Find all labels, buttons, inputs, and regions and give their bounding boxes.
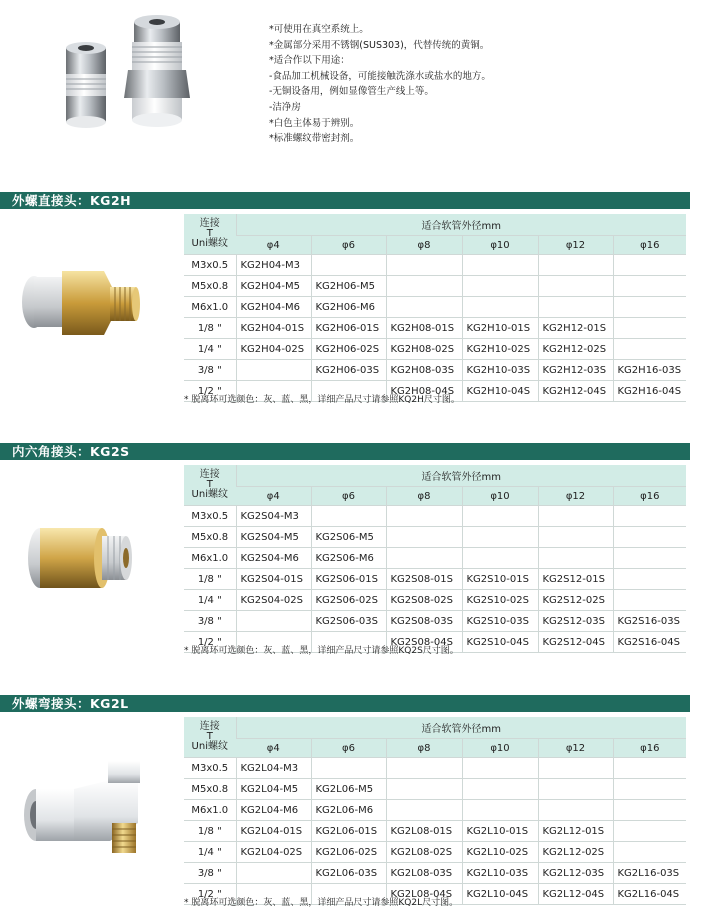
feature-line: *可使用在真空系统上。 xyxy=(269,24,369,35)
thread-size: M6x1.0 xyxy=(184,548,236,569)
part-number: KG2H06-M5 xyxy=(311,276,386,297)
thread-size: 1/4 " xyxy=(184,842,236,863)
size-header: φ10 xyxy=(462,236,538,255)
part-number xyxy=(613,590,686,611)
thread-size: M3x0.5 xyxy=(184,506,236,527)
part-number xyxy=(538,548,613,569)
size-header: φ10 xyxy=(462,739,538,758)
part-number xyxy=(386,276,462,297)
thread-size: 3/8 " xyxy=(184,863,236,884)
part-number xyxy=(462,758,538,779)
size-header-row xyxy=(184,236,686,255)
part-number xyxy=(462,506,538,527)
section-title: 外螺弯接头：KG2L xyxy=(0,695,690,712)
section-kg2h xyxy=(0,192,690,410)
tube-od-header: 适合软管外径mm xyxy=(236,465,686,487)
thread-column-header xyxy=(184,214,236,255)
table-row xyxy=(184,800,686,821)
part-number xyxy=(538,255,613,276)
part-number xyxy=(538,758,613,779)
part-number xyxy=(462,548,538,569)
thread-size: 1/8 " xyxy=(184,569,236,590)
part-number xyxy=(613,297,686,318)
part-number: KG2H12-04S xyxy=(538,381,613,402)
part-number: KG2S06-M5 xyxy=(311,527,386,548)
part-number: KG2H04-M3 xyxy=(236,255,311,276)
corner-label: 连接 xyxy=(199,721,220,732)
table-row xyxy=(184,527,686,548)
section-note: * 脱离环可选颜色：灰、蓝、黑，详细产品尺寸请参照KQ2L尺寸图。 xyxy=(184,898,459,908)
part-number: KG2S10-03S xyxy=(462,611,538,632)
part-number: KG2L04-01S xyxy=(236,821,311,842)
table-row xyxy=(184,863,686,884)
tube-od-header: 适合软管外径mm xyxy=(236,214,686,236)
part-number: KG2H06-01S xyxy=(311,318,386,339)
part-number xyxy=(462,527,538,548)
corner-label: 连接 xyxy=(199,218,220,229)
thread-size: M6x1.0 xyxy=(184,297,236,318)
part-number: KG2H06-03S xyxy=(311,360,386,381)
section-kg2l xyxy=(0,695,690,913)
table-header-row xyxy=(184,465,686,487)
part-number: KG2H12-03S xyxy=(538,360,613,381)
corner-label: T xyxy=(206,228,213,239)
tube-od-header: 适合软管外径mm xyxy=(236,717,686,739)
thread-size: M5x0.8 xyxy=(184,276,236,297)
spec-table xyxy=(184,214,686,402)
size-header: φ6 xyxy=(311,487,386,506)
section-title: 外螺直接头：KG2H xyxy=(0,192,690,209)
part-number: KG2S12-04S xyxy=(538,632,613,653)
part-number xyxy=(236,360,311,381)
part-number: KG2L12-04S xyxy=(538,884,613,905)
part-number xyxy=(613,548,686,569)
size-header: φ16 xyxy=(613,236,686,255)
part-number: KG2H08-01S xyxy=(386,318,462,339)
part-number: KG2S04-M3 xyxy=(236,506,311,527)
part-number: KG2H12-01S xyxy=(538,318,613,339)
part-number: KG2H10-03S xyxy=(462,360,538,381)
part-number: KG2L12-02S xyxy=(538,842,613,863)
section-title: 内六角接头：KG2S xyxy=(0,443,690,460)
table-row xyxy=(184,339,686,360)
size-header: φ16 xyxy=(613,487,686,506)
part-number xyxy=(613,318,686,339)
part-number xyxy=(462,255,538,276)
part-number: KG2H16-03S xyxy=(613,360,686,381)
kg2h-fitting-photo xyxy=(16,257,146,367)
part-number xyxy=(538,297,613,318)
feature-line: *金属部分采用不锈钢(SUS303)，代替传统的黄铜。 xyxy=(269,39,490,51)
part-number: KG2S04-01S xyxy=(236,569,311,590)
part-number xyxy=(613,800,686,821)
table-row xyxy=(184,611,686,632)
part-number: KG2S08-02S xyxy=(386,590,462,611)
size-header: φ4 xyxy=(236,487,311,506)
part-number xyxy=(311,758,386,779)
part-number xyxy=(462,297,538,318)
part-number xyxy=(311,506,386,527)
part-number xyxy=(613,821,686,842)
thread-size: 1/2 " xyxy=(184,381,236,402)
part-number: KG2L04-M6 xyxy=(236,800,311,821)
part-number: KG2S08-04S xyxy=(386,632,462,653)
part-number xyxy=(613,255,686,276)
part-number: KG2S16-04S xyxy=(613,632,686,653)
part-number: KG2H12-02S xyxy=(538,339,613,360)
part-number: KG2H04-02S xyxy=(236,339,311,360)
feature-line: -洁净房 xyxy=(269,101,301,113)
part-number xyxy=(613,779,686,800)
section-note: * 脱离环可选颜色：灰、蓝、黑，详细产品尺寸请参照KQ2S尺寸图。 xyxy=(184,646,459,656)
size-header: φ12 xyxy=(538,236,613,255)
spec-table xyxy=(184,717,686,905)
size-header: φ4 xyxy=(236,739,311,758)
size-header: φ16 xyxy=(613,739,686,758)
thread-size: M6x1.0 xyxy=(184,800,236,821)
part-number: KG2S04-M6 xyxy=(236,548,311,569)
table-header-row xyxy=(184,214,686,236)
part-number xyxy=(311,255,386,276)
table-row xyxy=(184,255,686,276)
part-number xyxy=(462,779,538,800)
part-number xyxy=(386,779,462,800)
part-number: KG2L10-02S xyxy=(462,842,538,863)
table-row xyxy=(184,297,686,318)
thread-column-header xyxy=(184,717,236,758)
part-number xyxy=(236,863,311,884)
table-row xyxy=(184,360,686,381)
part-number: KG2S08-03S xyxy=(386,611,462,632)
part-number xyxy=(538,800,613,821)
size-header: φ8 xyxy=(386,236,462,255)
corner-label: T xyxy=(206,479,213,490)
part-number: KG2H06-02S xyxy=(311,339,386,360)
part-number: KG2L06-02S xyxy=(311,842,386,863)
part-number: KG2S04-02S xyxy=(236,590,311,611)
section-kg2s xyxy=(0,443,690,661)
table-row xyxy=(184,758,686,779)
part-number: KG2H10-04S xyxy=(462,381,538,402)
part-number: KG2H10-01S xyxy=(462,318,538,339)
feature-line: -食品加工机械设备，可能接触洗涤水或盐水的地方。 xyxy=(269,70,491,82)
kg2l-fitting-photo xyxy=(14,753,164,863)
table-row xyxy=(184,821,686,842)
part-number xyxy=(462,800,538,821)
size-header: φ6 xyxy=(311,236,386,255)
part-number: KG2L06-03S xyxy=(311,863,386,884)
part-number xyxy=(386,297,462,318)
part-number: KG2L12-01S xyxy=(538,821,613,842)
part-number: KG2S10-01S xyxy=(462,569,538,590)
thread-size: 1/2 " xyxy=(184,632,236,653)
part-number xyxy=(613,276,686,297)
part-number: KG2S12-03S xyxy=(538,611,613,632)
size-header: φ4 xyxy=(236,236,311,255)
size-header: φ12 xyxy=(538,487,613,506)
part-number: KG2L10-01S xyxy=(462,821,538,842)
part-number xyxy=(613,842,686,863)
table-row xyxy=(184,318,686,339)
part-number: KG2S10-04S xyxy=(462,632,538,653)
part-number: KG2S16-03S xyxy=(613,611,686,632)
part-number: KG2L12-03S xyxy=(538,863,613,884)
corner-label: 连接 xyxy=(199,469,220,480)
part-number xyxy=(386,800,462,821)
part-number xyxy=(386,548,462,569)
part-number: KG2L04-02S xyxy=(236,842,311,863)
feature-line: *白色主体易于辨别。 xyxy=(269,117,360,129)
part-number xyxy=(538,276,613,297)
part-number xyxy=(613,527,686,548)
thread-size: M3x0.5 xyxy=(184,255,236,276)
corner-label: T xyxy=(206,731,213,742)
kg2s-fitting-photo xyxy=(26,508,156,618)
table-row xyxy=(184,842,686,863)
part-number: KG2L08-01S xyxy=(386,821,462,842)
corner-label: Uni螺纹 xyxy=(191,238,228,249)
thread-size: 3/8 " xyxy=(184,360,236,381)
thread-size: 1/8 " xyxy=(184,821,236,842)
table-row xyxy=(184,569,686,590)
part-number xyxy=(386,758,462,779)
size-header: φ6 xyxy=(311,739,386,758)
part-number xyxy=(613,339,686,360)
size-header-row xyxy=(184,739,686,758)
size-header: φ8 xyxy=(386,739,462,758)
part-number xyxy=(386,255,462,276)
part-number: KG2H10-02S xyxy=(462,339,538,360)
thread-size: 1/8 " xyxy=(184,318,236,339)
part-number: KG2H08-04S xyxy=(386,381,462,402)
part-number: KG2H04-M5 xyxy=(236,276,311,297)
part-number: KG2L08-04S xyxy=(386,884,462,905)
size-header: φ8 xyxy=(386,487,462,506)
part-number: KG2L10-04S xyxy=(462,884,538,905)
part-number: KG2S06-02S xyxy=(311,590,386,611)
part-number xyxy=(538,506,613,527)
part-number xyxy=(538,779,613,800)
part-number: KG2S06-01S xyxy=(311,569,386,590)
part-number: KG2L16-04S xyxy=(613,884,686,905)
part-number: KG2H16-04S xyxy=(613,381,686,402)
part-number: KG2S08-01S xyxy=(386,569,462,590)
part-number: KG2L04-M5 xyxy=(236,779,311,800)
part-number: KG2S12-01S xyxy=(538,569,613,590)
part-number: KG2S04-M5 xyxy=(236,527,311,548)
size-header-row xyxy=(184,487,686,506)
size-header: φ12 xyxy=(538,739,613,758)
thread-size: 1/4 " xyxy=(184,339,236,360)
thread-column-header xyxy=(184,465,236,506)
part-number: KG2H04-M6 xyxy=(236,297,311,318)
part-number xyxy=(462,276,538,297)
thread-size: M5x0.8 xyxy=(184,779,236,800)
part-number: KG2H08-03S xyxy=(386,360,462,381)
part-number: KG2S06-M6 xyxy=(311,548,386,569)
feature-list xyxy=(269,22,491,147)
part-number: KG2S10-02S xyxy=(462,590,538,611)
spec-table xyxy=(184,465,686,653)
table-row xyxy=(184,506,686,527)
thread-size: M3x0.5 xyxy=(184,758,236,779)
part-number: KG2H04-01S xyxy=(236,318,311,339)
part-number xyxy=(613,569,686,590)
part-number: KG2H08-02S xyxy=(386,339,462,360)
corner-label: Uni螺纹 xyxy=(191,489,228,500)
part-number xyxy=(538,527,613,548)
part-number xyxy=(236,611,311,632)
table-row xyxy=(184,590,686,611)
table-row xyxy=(184,276,686,297)
table-row xyxy=(184,779,686,800)
part-number xyxy=(613,758,686,779)
stainless-fittings-photo xyxy=(52,10,207,135)
part-number xyxy=(386,506,462,527)
part-number: KG2S12-02S xyxy=(538,590,613,611)
thread-size: 1/4 " xyxy=(184,590,236,611)
part-number: KG2L16-03S xyxy=(613,863,686,884)
part-number: KG2L08-03S xyxy=(386,863,462,884)
feature-line: -无铜设备用，例如显像管生产线上等。 xyxy=(269,86,434,98)
part-number: KG2L10-03S xyxy=(462,863,538,884)
corner-label: Uni螺纹 xyxy=(191,741,228,752)
part-number: KG2L06-M6 xyxy=(311,800,386,821)
table-header-row xyxy=(184,717,686,739)
size-header: φ10 xyxy=(462,487,538,506)
part-number xyxy=(386,527,462,548)
feature-line: *标准螺纹带密封剂。 xyxy=(269,133,360,145)
part-number: KG2H06-M6 xyxy=(311,297,386,318)
thread-size: M5x0.8 xyxy=(184,527,236,548)
thread-size: 3/8 " xyxy=(184,611,236,632)
thread-size: 1/2 " xyxy=(184,884,236,905)
part-number: KG2L04-M3 xyxy=(236,758,311,779)
table-row xyxy=(184,548,686,569)
section-note: * 脱离环可选颜色：灰、蓝、黑，详细产品尺寸请参照KQ2H尺寸图。 xyxy=(184,395,460,405)
part-number: KG2L06-01S xyxy=(311,821,386,842)
part-number: KG2L08-02S xyxy=(386,842,462,863)
feature-line: *适合作以下用途： xyxy=(269,55,350,67)
part-number: KG2L06-M5 xyxy=(311,779,386,800)
part-number: KG2S06-03S xyxy=(311,611,386,632)
part-number xyxy=(613,506,686,527)
